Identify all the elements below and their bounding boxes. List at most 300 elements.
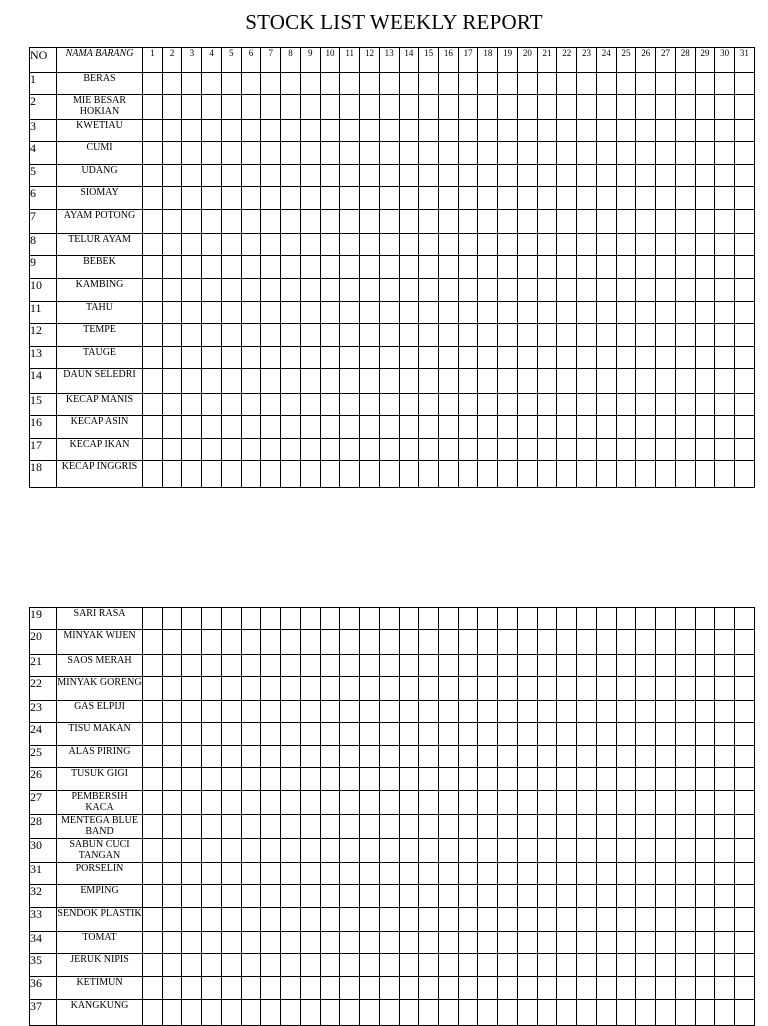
day-cell-30[interactable] [715, 863, 735, 885]
day-cell-15[interactable] [419, 723, 439, 746]
day-cell-7[interactable] [261, 863, 281, 885]
day-cell-8[interactable] [281, 723, 301, 746]
day-cell-3[interactable] [182, 701, 202, 723]
day-cell-22[interactable] [557, 608, 577, 630]
day-cell-1[interactable] [143, 630, 163, 655]
day-cell-1[interactable] [143, 324, 163, 347]
day-cell-31[interactable] [735, 73, 755, 95]
day-cell-20[interactable] [517, 655, 537, 677]
day-cell-5[interactable] [221, 791, 241, 815]
day-cell-31[interactable] [735, 885, 755, 908]
day-cell-22[interactable] [557, 977, 577, 1000]
day-cell-18[interactable] [478, 210, 498, 234]
day-cell-4[interactable] [202, 746, 222, 768]
day-cell-31[interactable] [735, 677, 755, 701]
day-cell-24[interactable] [596, 977, 616, 1000]
day-cell-12[interactable] [360, 279, 380, 302]
day-cell-25[interactable] [616, 142, 636, 165]
day-cell-9[interactable] [300, 369, 320, 394]
day-cell-3[interactable] [182, 95, 202, 120]
day-cell-14[interactable] [399, 165, 419, 187]
day-cell-23[interactable] [577, 187, 597, 210]
day-cell-25[interactable] [616, 977, 636, 1000]
day-cell-30[interactable] [715, 210, 735, 234]
day-cell-31[interactable] [735, 165, 755, 187]
day-cell-26[interactable] [636, 234, 656, 256]
day-cell-23[interactable] [577, 977, 597, 1000]
day-cell-19[interactable] [498, 439, 518, 461]
day-cell-17[interactable] [458, 746, 478, 768]
day-cell-19[interactable] [498, 234, 518, 256]
day-cell-31[interactable] [735, 234, 755, 256]
day-cell-2[interactable] [162, 815, 182, 839]
day-cell-16[interactable] [439, 608, 459, 630]
day-cell-21[interactable] [537, 279, 557, 302]
day-cell-17[interactable] [458, 234, 478, 256]
day-cell-27[interactable] [656, 256, 676, 279]
day-cell-27[interactable] [656, 908, 676, 932]
day-cell-14[interactable] [399, 768, 419, 791]
day-cell-3[interactable] [182, 791, 202, 815]
day-cell-18[interactable] [478, 73, 498, 95]
day-cell-15[interactable] [419, 1000, 439, 1026]
day-cell-14[interactable] [399, 302, 419, 324]
day-cell-10[interactable] [320, 815, 340, 839]
day-cell-22[interactable] [557, 746, 577, 768]
day-cell-20[interactable] [517, 461, 537, 488]
day-cell-20[interactable] [517, 369, 537, 394]
day-cell-9[interactable] [300, 701, 320, 723]
day-cell-15[interactable] [419, 954, 439, 977]
day-cell-16[interactable] [439, 723, 459, 746]
day-cell-20[interactable] [517, 324, 537, 347]
day-cell-7[interactable] [261, 324, 281, 347]
day-cell-15[interactable] [419, 95, 439, 120]
day-cell-10[interactable] [320, 95, 340, 120]
day-cell-2[interactable] [162, 369, 182, 394]
day-cell-2[interactable] [162, 839, 182, 863]
day-cell-2[interactable] [162, 746, 182, 768]
day-cell-23[interactable] [577, 608, 597, 630]
day-cell-23[interactable] [577, 677, 597, 701]
day-cell-13[interactable] [379, 768, 399, 791]
day-cell-2[interactable] [162, 1000, 182, 1026]
day-cell-14[interactable] [399, 1000, 419, 1026]
day-cell-10[interactable] [320, 1000, 340, 1026]
day-cell-17[interactable] [458, 187, 478, 210]
day-cell-30[interactable] [715, 347, 735, 369]
day-cell-22[interactable] [557, 723, 577, 746]
day-cell-4[interactable] [202, 839, 222, 863]
day-cell-3[interactable] [182, 369, 202, 394]
day-cell-2[interactable] [162, 977, 182, 1000]
day-cell-24[interactable] [596, 142, 616, 165]
day-cell-27[interactable] [656, 677, 676, 701]
day-cell-12[interactable] [360, 439, 380, 461]
day-cell-8[interactable] [281, 815, 301, 839]
day-cell-20[interactable] [517, 723, 537, 746]
day-cell-28[interactable] [675, 165, 695, 187]
day-cell-21[interactable] [537, 369, 557, 394]
day-cell-17[interactable] [458, 142, 478, 165]
day-cell-4[interactable] [202, 210, 222, 234]
day-cell-29[interactable] [695, 655, 715, 677]
day-cell-4[interactable] [202, 908, 222, 932]
day-cell-17[interactable] [458, 1000, 478, 1026]
day-cell-13[interactable] [379, 120, 399, 142]
day-cell-26[interactable] [636, 608, 656, 630]
day-cell-5[interactable] [221, 324, 241, 347]
day-cell-6[interactable] [241, 324, 261, 347]
day-cell-31[interactable] [735, 142, 755, 165]
day-cell-12[interactable] [360, 863, 380, 885]
day-cell-29[interactable] [695, 73, 715, 95]
day-cell-19[interactable] [498, 142, 518, 165]
day-cell-20[interactable] [517, 977, 537, 1000]
day-cell-19[interactable] [498, 954, 518, 977]
day-cell-4[interactable] [202, 723, 222, 746]
day-cell-5[interactable] [221, 723, 241, 746]
day-cell-18[interactable] [478, 608, 498, 630]
day-cell-29[interactable] [695, 768, 715, 791]
day-cell-21[interactable] [537, 234, 557, 256]
day-cell-4[interactable] [202, 394, 222, 416]
day-cell-16[interactable] [439, 302, 459, 324]
day-cell-9[interactable] [300, 863, 320, 885]
day-cell-1[interactable] [143, 655, 163, 677]
day-cell-30[interactable] [715, 908, 735, 932]
day-cell-5[interactable] [221, 655, 241, 677]
day-cell-9[interactable] [300, 630, 320, 655]
day-cell-20[interactable] [517, 839, 537, 863]
day-cell-6[interactable] [241, 815, 261, 839]
day-cell-29[interactable] [695, 187, 715, 210]
day-cell-7[interactable] [261, 120, 281, 142]
day-cell-16[interactable] [439, 839, 459, 863]
day-cell-26[interactable] [636, 347, 656, 369]
day-cell-23[interactable] [577, 908, 597, 932]
day-cell-19[interactable] [498, 908, 518, 932]
day-cell-27[interactable] [656, 885, 676, 908]
day-cell-17[interactable] [458, 73, 478, 95]
day-cell-1[interactable] [143, 863, 163, 885]
day-cell-8[interactable] [281, 187, 301, 210]
day-cell-8[interactable] [281, 256, 301, 279]
day-cell-17[interactable] [458, 120, 478, 142]
day-cell-10[interactable] [320, 187, 340, 210]
day-cell-11[interactable] [340, 416, 360, 439]
day-cell-23[interactable] [577, 165, 597, 187]
day-cell-16[interactable] [439, 791, 459, 815]
day-cell-12[interactable] [360, 791, 380, 815]
day-cell-18[interactable] [478, 863, 498, 885]
day-cell-30[interactable] [715, 977, 735, 1000]
day-cell-31[interactable] [735, 977, 755, 1000]
day-cell-10[interactable] [320, 791, 340, 815]
day-cell-3[interactable] [182, 839, 202, 863]
day-cell-24[interactable] [596, 369, 616, 394]
day-cell-1[interactable] [143, 932, 163, 954]
day-cell-11[interactable] [340, 908, 360, 932]
day-cell-15[interactable] [419, 302, 439, 324]
day-cell-27[interactable] [656, 815, 676, 839]
day-cell-28[interactable] [675, 95, 695, 120]
day-cell-29[interactable] [695, 908, 715, 932]
day-cell-30[interactable] [715, 885, 735, 908]
day-cell-3[interactable] [182, 120, 202, 142]
day-cell-19[interactable] [498, 885, 518, 908]
day-cell-5[interactable] [221, 73, 241, 95]
day-cell-31[interactable] [735, 256, 755, 279]
day-cell-9[interactable] [300, 347, 320, 369]
day-cell-10[interactable] [320, 977, 340, 1000]
day-cell-28[interactable] [675, 977, 695, 1000]
day-cell-2[interactable] [162, 461, 182, 488]
day-cell-21[interactable] [537, 394, 557, 416]
day-cell-7[interactable] [261, 630, 281, 655]
day-cell-5[interactable] [221, 746, 241, 768]
day-cell-24[interactable] [596, 863, 616, 885]
day-cell-8[interactable] [281, 324, 301, 347]
day-cell-15[interactable] [419, 234, 439, 256]
day-cell-8[interactable] [281, 677, 301, 701]
day-cell-11[interactable] [340, 815, 360, 839]
day-cell-15[interactable] [419, 210, 439, 234]
day-cell-16[interactable] [439, 142, 459, 165]
day-cell-19[interactable] [498, 746, 518, 768]
day-cell-24[interactable] [596, 187, 616, 210]
day-cell-5[interactable] [221, 234, 241, 256]
day-cell-20[interactable] [517, 73, 537, 95]
day-cell-30[interactable] [715, 701, 735, 723]
day-cell-9[interactable] [300, 746, 320, 768]
day-cell-5[interactable] [221, 768, 241, 791]
day-cell-12[interactable] [360, 210, 380, 234]
day-cell-11[interactable] [340, 210, 360, 234]
day-cell-22[interactable] [557, 701, 577, 723]
day-cell-4[interactable] [202, 863, 222, 885]
day-cell-6[interactable] [241, 95, 261, 120]
day-cell-1[interactable] [143, 791, 163, 815]
day-cell-6[interactable] [241, 768, 261, 791]
day-cell-1[interactable] [143, 839, 163, 863]
day-cell-14[interactable] [399, 234, 419, 256]
day-cell-19[interactable] [498, 347, 518, 369]
day-cell-21[interactable] [537, 256, 557, 279]
day-cell-31[interactable] [735, 369, 755, 394]
day-cell-11[interactable] [340, 142, 360, 165]
day-cell-15[interactable] [419, 768, 439, 791]
day-cell-19[interactable] [498, 768, 518, 791]
day-cell-26[interactable] [636, 279, 656, 302]
day-cell-8[interactable] [281, 863, 301, 885]
day-cell-11[interactable] [340, 279, 360, 302]
day-cell-12[interactable] [360, 416, 380, 439]
day-cell-30[interactable] [715, 165, 735, 187]
day-cell-8[interactable] [281, 210, 301, 234]
day-cell-11[interactable] [340, 187, 360, 210]
day-cell-3[interactable] [182, 863, 202, 885]
day-cell-23[interactable] [577, 723, 597, 746]
day-cell-24[interactable] [596, 416, 616, 439]
day-cell-2[interactable] [162, 234, 182, 256]
day-cell-18[interactable] [478, 279, 498, 302]
day-cell-8[interactable] [281, 369, 301, 394]
day-cell-13[interactable] [379, 655, 399, 677]
day-cell-3[interactable] [182, 416, 202, 439]
day-cell-22[interactable] [557, 210, 577, 234]
day-cell-10[interactable] [320, 863, 340, 885]
day-cell-25[interactable] [616, 885, 636, 908]
day-cell-17[interactable] [458, 416, 478, 439]
day-cell-6[interactable] [241, 210, 261, 234]
day-cell-31[interactable] [735, 791, 755, 815]
day-cell-9[interactable] [300, 839, 320, 863]
day-cell-27[interactable] [656, 768, 676, 791]
day-cell-29[interactable] [695, 954, 715, 977]
day-cell-18[interactable] [478, 630, 498, 655]
day-cell-23[interactable] [577, 885, 597, 908]
day-cell-4[interactable] [202, 187, 222, 210]
day-cell-15[interactable] [419, 885, 439, 908]
day-cell-19[interactable] [498, 369, 518, 394]
day-cell-18[interactable] [478, 120, 498, 142]
day-cell-7[interactable] [261, 885, 281, 908]
day-cell-7[interactable] [261, 461, 281, 488]
day-cell-26[interactable] [636, 210, 656, 234]
day-cell-7[interactable] [261, 723, 281, 746]
day-cell-17[interactable] [458, 279, 478, 302]
day-cell-12[interactable] [360, 815, 380, 839]
day-cell-10[interactable] [320, 302, 340, 324]
day-cell-12[interactable] [360, 746, 380, 768]
day-cell-12[interactable] [360, 95, 380, 120]
day-cell-12[interactable] [360, 977, 380, 1000]
day-cell-2[interactable] [162, 142, 182, 165]
day-cell-18[interactable] [478, 839, 498, 863]
day-cell-10[interactable] [320, 416, 340, 439]
day-cell-19[interactable] [498, 723, 518, 746]
day-cell-13[interactable] [379, 630, 399, 655]
day-cell-11[interactable] [340, 608, 360, 630]
day-cell-30[interactable] [715, 791, 735, 815]
day-cell-30[interactable] [715, 439, 735, 461]
day-cell-8[interactable] [281, 791, 301, 815]
day-cell-22[interactable] [557, 908, 577, 932]
day-cell-4[interactable] [202, 120, 222, 142]
day-cell-23[interactable] [577, 839, 597, 863]
day-cell-26[interactable] [636, 439, 656, 461]
day-cell-9[interactable] [300, 791, 320, 815]
day-cell-26[interactable] [636, 954, 656, 977]
day-cell-17[interactable] [458, 256, 478, 279]
day-cell-28[interactable] [675, 302, 695, 324]
day-cell-14[interactable] [399, 73, 419, 95]
day-cell-4[interactable] [202, 977, 222, 1000]
day-cell-29[interactable] [695, 815, 715, 839]
day-cell-13[interactable] [379, 347, 399, 369]
day-cell-25[interactable] [616, 369, 636, 394]
day-cell-21[interactable] [537, 908, 557, 932]
day-cell-19[interactable] [498, 324, 518, 347]
day-cell-6[interactable] [241, 73, 261, 95]
day-cell-9[interactable] [300, 142, 320, 165]
day-cell-20[interactable] [517, 608, 537, 630]
day-cell-19[interactable] [498, 932, 518, 954]
day-cell-7[interactable] [261, 791, 281, 815]
day-cell-19[interactable] [498, 256, 518, 279]
day-cell-3[interactable] [182, 885, 202, 908]
day-cell-28[interactable] [675, 369, 695, 394]
day-cell-13[interactable] [379, 210, 399, 234]
day-cell-18[interactable] [478, 302, 498, 324]
day-cell-30[interactable] [715, 655, 735, 677]
day-cell-27[interactable] [656, 347, 676, 369]
day-cell-15[interactable] [419, 461, 439, 488]
day-cell-13[interactable] [379, 369, 399, 394]
day-cell-19[interactable] [498, 95, 518, 120]
day-cell-5[interactable] [221, 165, 241, 187]
day-cell-7[interactable] [261, 394, 281, 416]
day-cell-25[interactable] [616, 791, 636, 815]
day-cell-18[interactable] [478, 416, 498, 439]
day-cell-8[interactable] [281, 746, 301, 768]
day-cell-24[interactable] [596, 302, 616, 324]
day-cell-4[interactable] [202, 677, 222, 701]
day-cell-12[interactable] [360, 677, 380, 701]
day-cell-14[interactable] [399, 416, 419, 439]
day-cell-6[interactable] [241, 932, 261, 954]
day-cell-30[interactable] [715, 768, 735, 791]
day-cell-31[interactable] [735, 815, 755, 839]
day-cell-9[interactable] [300, 977, 320, 1000]
day-cell-13[interactable] [379, 234, 399, 256]
day-cell-2[interactable] [162, 210, 182, 234]
day-cell-23[interactable] [577, 815, 597, 839]
day-cell-14[interactable] [399, 863, 419, 885]
day-cell-1[interactable] [143, 885, 163, 908]
day-cell-20[interactable] [517, 302, 537, 324]
day-cell-23[interactable] [577, 746, 597, 768]
day-cell-19[interactable] [498, 701, 518, 723]
day-cell-6[interactable] [241, 256, 261, 279]
day-cell-26[interactable] [636, 302, 656, 324]
day-cell-2[interactable] [162, 630, 182, 655]
day-cell-7[interactable] [261, 95, 281, 120]
day-cell-9[interactable] [300, 655, 320, 677]
day-cell-22[interactable] [557, 630, 577, 655]
day-cell-13[interactable] [379, 746, 399, 768]
day-cell-13[interactable] [379, 302, 399, 324]
day-cell-5[interactable] [221, 120, 241, 142]
day-cell-1[interactable] [143, 210, 163, 234]
day-cell-25[interactable] [616, 95, 636, 120]
day-cell-20[interactable] [517, 394, 537, 416]
day-cell-6[interactable] [241, 608, 261, 630]
day-cell-5[interactable] [221, 416, 241, 439]
day-cell-24[interactable] [596, 954, 616, 977]
day-cell-17[interactable] [458, 701, 478, 723]
day-cell-8[interactable] [281, 1000, 301, 1026]
day-cell-29[interactable] [695, 302, 715, 324]
day-cell-23[interactable] [577, 439, 597, 461]
day-cell-25[interactable] [616, 347, 636, 369]
day-cell-1[interactable] [143, 187, 163, 210]
day-cell-20[interactable] [517, 954, 537, 977]
day-cell-7[interactable] [261, 142, 281, 165]
day-cell-6[interactable] [241, 302, 261, 324]
day-cell-10[interactable] [320, 954, 340, 977]
